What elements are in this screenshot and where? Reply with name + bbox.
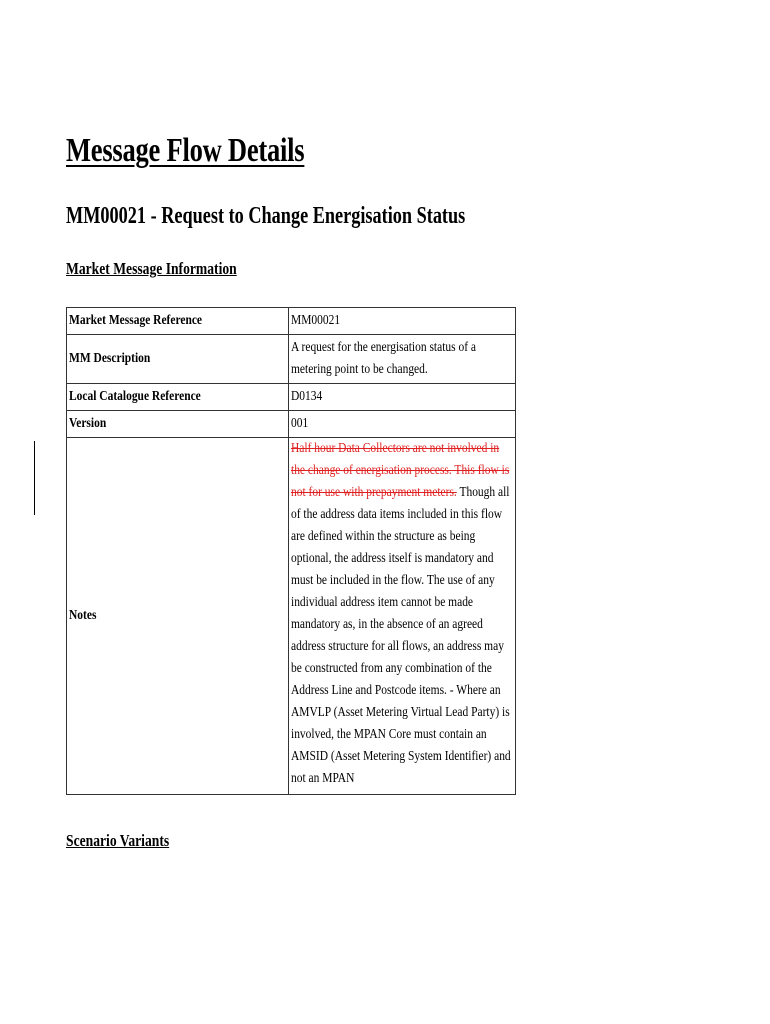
market-message-reference-value: MM00021 bbox=[291, 313, 341, 328]
label-cell bbox=[67, 411, 289, 438]
value-cell bbox=[289, 308, 516, 335]
table-row bbox=[67, 438, 516, 795]
value-cell bbox=[289, 411, 516, 438]
scenario-variants-heading: Scenario Variants bbox=[66, 831, 170, 850]
label-cell bbox=[67, 335, 289, 384]
value-cell bbox=[289, 384, 516, 411]
local-catalogue-reference-label: Local Catalogue Reference bbox=[69, 389, 201, 404]
table-row bbox=[67, 384, 516, 411]
notes-value bbox=[291, 438, 515, 790]
market-message-reference-label: Market Message Reference bbox=[69, 313, 203, 328]
table-row bbox=[67, 308, 516, 335]
version-value: 001 bbox=[291, 416, 309, 431]
market-message-heading: Market Message Information bbox=[66, 259, 237, 278]
table-row bbox=[67, 411, 516, 438]
version-label: Version bbox=[69, 416, 107, 431]
market-message-table bbox=[66, 307, 516, 795]
page-title: Message Flow Details bbox=[66, 132, 305, 169]
mm-description-label: MM Description bbox=[69, 351, 151, 366]
label-cell bbox=[67, 308, 289, 335]
label-cell bbox=[67, 438, 289, 795]
value-cell bbox=[289, 438, 516, 795]
notes-struck-text: Half hour Data Collectors are not involved in the change of energisation process. This flow is not for use with prepayment meters. bbox=[291, 441, 510, 500]
value-cell bbox=[289, 335, 516, 384]
mm-description-value: A request for the energisation status of a metering point to be changed. bbox=[291, 340, 477, 377]
label-cell bbox=[67, 384, 289, 411]
change-bar bbox=[34, 441, 35, 515]
local-catalogue-reference-value: D0134 bbox=[291, 389, 323, 404]
notes-text: Though all of the address data items included in this flow are defined within the structure as being optional, the address itself is mandatory and must be included in the flow. The use of any individual address item cannot be made mandatory as, in the absence of an agreed address structure for all flows, an address may be constructed from any combination of the Address Line and Postcode items. - Where an AMVLP (Asset Metering Virtual Lead Party) is involved, the MPAN Core must contain an AMSID (Asset Metering System Identifier) and not an MPAN bbox=[291, 485, 511, 786]
table-row bbox=[67, 335, 516, 384]
notes-label: Notes bbox=[69, 608, 97, 623]
flow-title: MM00021 - Request to Change Energisation Status bbox=[66, 203, 466, 229]
